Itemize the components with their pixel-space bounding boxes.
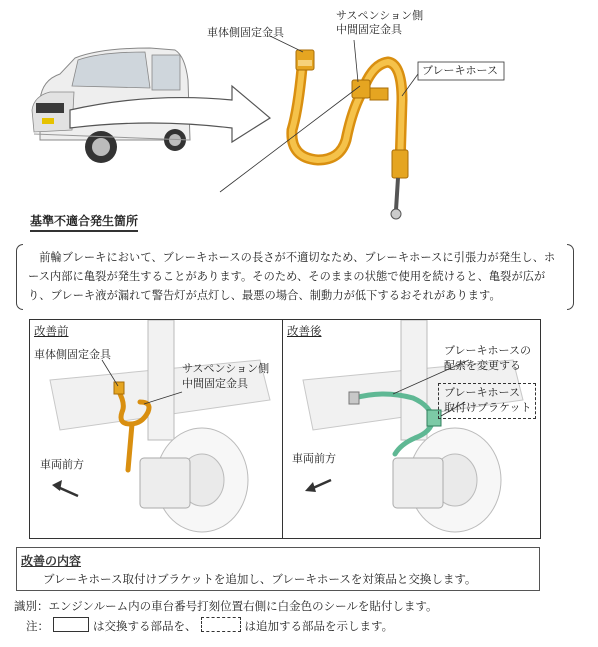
label-susp-bracket-1: サスペンション側 [336,9,424,22]
note [26,617,393,634]
description-text: 前輪ブレーキにおいて、ブレーキホースの長さが不適切なため、ブレーキホースに引張力が発生し、ホース内部に亀裂が発生することがあります。そのため、そのままの状態で使用を続けると、亀裂が広がり、ブレーキ液が漏れて警告灯が点灯し、最悪の場合、制動力が低下するおそれがあります。 [28,251,556,302]
after-label-bracket-1: ブレーキホース [444,386,521,399]
section-title: 基準不適合発生箇所 [30,212,138,232]
brake-hose-assembly [292,50,408,219]
improvement-title: 改善の内容 [21,554,82,568]
identification-text: 識別：エンジンルーム内の車台番号打刻位置右側に白金色のシールを貼付します。 [14,599,438,613]
before-label-susp-1: サスペンション側 [182,362,270,375]
note-suffix: は追加する部品を示します。 [244,619,394,633]
after-label-change-2: 配索を変更する [444,359,521,372]
after-label-change-1: ブレーキホースの [444,344,532,357]
bracket-right [567,244,574,310]
before-label-body-bracket: 車体側固定金具 [34,348,111,361]
before-label-front: 車両前方 [40,458,84,471]
label-susp-bracket-2: 中間固定金具 [336,23,402,36]
improvement-body: ブレーキホース取付けブラケットを追加し、ブレーキホースを対策品と交換します。 [43,572,477,586]
improvement-box [16,547,540,591]
comparison-panels [29,319,541,539]
note-solid-box [53,617,89,632]
after-label-bracket-2: 取付けブラケット [444,401,532,414]
label-body-bracket: 車体側固定金具 [207,26,284,39]
bracket-left [16,244,23,310]
before-label-susp-2: 中間固定金具 [182,377,248,390]
after-label-front: 車両前方 [292,452,336,465]
before-title: 改善前 [34,324,69,338]
note-dashed-box [201,617,241,632]
note-mid: は交換する部品を、 [93,619,197,633]
description-box [16,244,574,310]
note-prefix: 注： [26,619,49,633]
after-title: 改善後 [287,324,322,338]
label-brake-hose: ブレーキホース [422,64,499,77]
top-illustration [0,0,598,235]
